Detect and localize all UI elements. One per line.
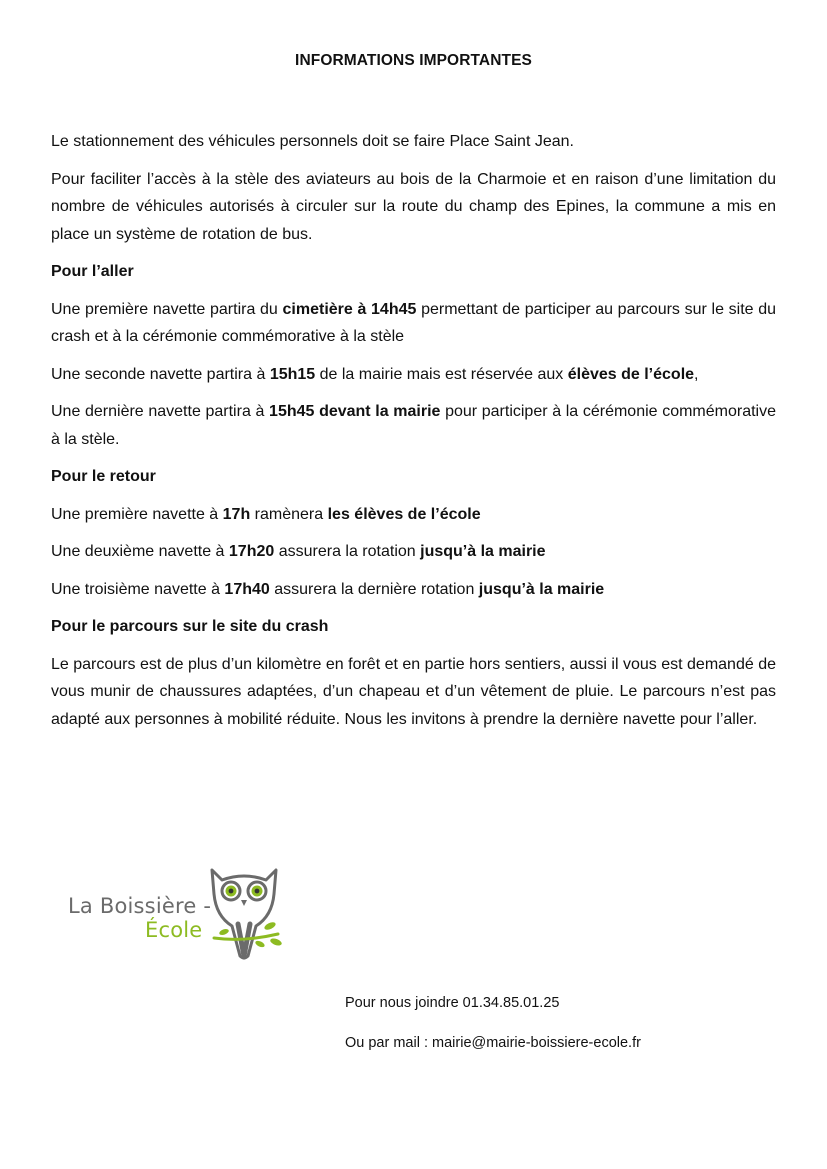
- logo-text-line1: La Boissière -: [68, 894, 212, 918]
- owl-icon: [204, 864, 284, 960]
- aller-shuttle-2: Une seconde navette partira à 15h15 de la mairie mais est réservée aux élèves de l’école,: [51, 365, 699, 383]
- aller-shuttle-1: Une première navette partira du cimetière à 14h45 permettant de participer au parcours sur le site du crash et à la cérémonie commémorative à la stèle: [51, 300, 777, 345]
- logo-text-line2: École: [145, 918, 203, 942]
- page-title: INFORMATIONS IMPORTANTES: [295, 52, 532, 69]
- parking-paragraph: Le stationnement des véhicules personnels doit se faire Place Saint Jean.: [51, 133, 574, 150]
- section-heading-retour: Pour le retour: [51, 468, 156, 485]
- contact-email[interactable]: Ou par mail : mairie@mairie-boissiere-ecole.fr: [345, 1035, 641, 1051]
- parcours-paragraph: Le parcours est de plus d’un kilomètre en forêt et en partie hors sentiers, aussi il vous est demandé de vous munir de chaussures adaptées, d’un chapeau et d’un vêtement de pluie. Le parcours n’est pas adapté aux personnes à mobilité réduite. Nous les invitons à prendre la dernière navette pour l’aller.: [51, 655, 776, 728]
- section-heading-aller: Pour l’aller: [51, 263, 134, 280]
- contact-phone: Pour nous joindre 01.34.85.01.25: [345, 995, 560, 1011]
- retour-shuttle-1: Une première navette à 17h ramènera les élèves de l’école: [51, 505, 481, 523]
- section-heading-parcours: Pour le parcours sur le site du crash: [51, 618, 329, 635]
- document-body: [51, 128, 776, 743]
- retour-shuttle-3: Une troisième navette à 17h40 assurera la dernière rotation jusqu’à la mairie: [51, 580, 605, 598]
- town-logo: [68, 862, 288, 962]
- retour-shuttle-2: Une deuxième navette à 17h20 assurera la rotation jusqu’à la mairie: [51, 543, 546, 560]
- aller-shuttle-3: Une dernière navette partira à 15h45 devant la mairie pour participer à la cérémonie commémorative à la stèle.: [51, 403, 777, 448]
- bus-rotation-paragraph: Pour faciliter l’accès à la stèle des aviateurs au bois de la Charmoie et en raison d’une limitation du nombre de véhicules autorisés à circuler sur la route du champ des Epines, la commune a mis en place un système de rotation de bus.: [51, 170, 776, 243]
